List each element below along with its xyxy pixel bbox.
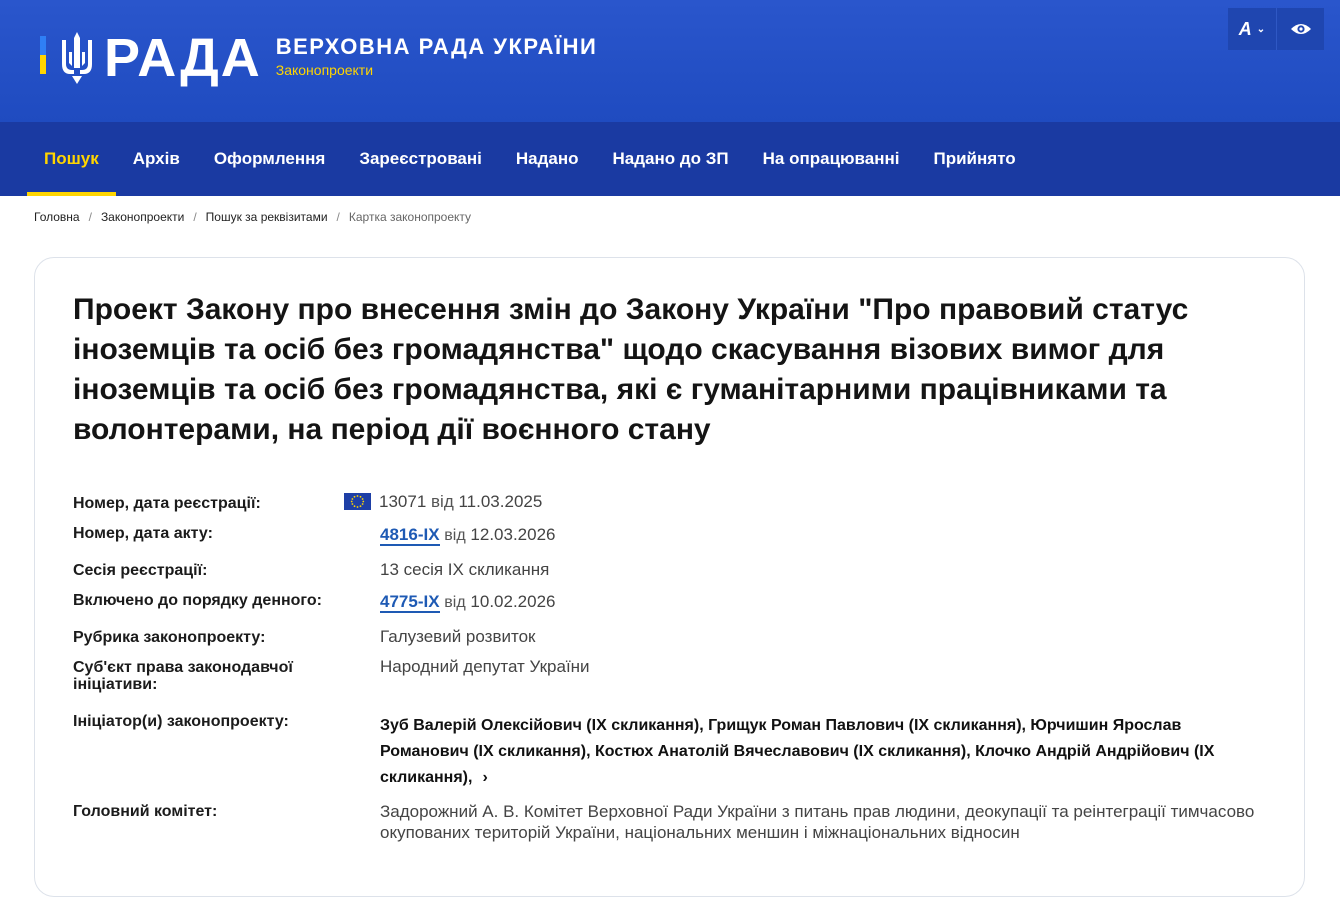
breadcrumb-search[interactable]: Пошук за реквізитами: [205, 210, 328, 224]
committee-value: Задорожний А. В. Комітет Верховної Ради України з питань прав людини, деокупації та реінтеграції тимчасово окупованих територій України, національних меншин і міжнаціональних відносин: [380, 802, 1255, 842]
expand-initiators-button[interactable]: ›: [482, 769, 488, 786]
nav-item-drafting[interactable]: Оформлення: [213, 149, 326, 168]
breadcrumb-home[interactable]: Головна: [34, 210, 80, 224]
field-subject: [73, 657, 1304, 711]
agenda-number-link[interactable]: 4775-IX: [380, 592, 440, 611]
field-act: [73, 525, 1304, 560]
nav-item-archive[interactable]: Архів: [132, 149, 180, 168]
nav-item-adopted[interactable]: Прийнято: [933, 149, 1016, 168]
field-label: Суб'єкт права законодавчої ініціативи:: [73, 659, 293, 693]
nav-item-registered[interactable]: Зареєстровані: [359, 149, 482, 168]
act-date: 12.03.2026: [470, 525, 556, 544]
field-rubric: [73, 627, 1304, 657]
nav-item-in-processing[interactable]: На опрацюванні: [762, 149, 900, 168]
field-value: [380, 711, 1304, 791]
field-committee: [73, 791, 1304, 851]
field-value: [344, 492, 1304, 525]
from-word: від: [444, 594, 466, 611]
breadcrumb-separator: /: [193, 210, 197, 224]
flag-icon: [40, 36, 46, 74]
bill-card: [34, 257, 1305, 897]
field-value: [380, 525, 1304, 560]
nav-item-search[interactable]: Пошук: [27, 122, 116, 196]
breadcrumb-current: Картка законопроекту: [348, 210, 472, 224]
main-nav: [0, 122, 1340, 196]
field-registration: [73, 492, 1304, 525]
from-word: від: [431, 492, 454, 511]
session-value: 13 сесія IX скликання: [380, 560, 550, 579]
logo-text: [276, 34, 598, 80]
chevron-down-icon: ⌄: [1256, 23, 1266, 35]
field-label: Номер, дата акту:: [73, 525, 213, 542]
nav-item-submitted-to-zp[interactable]: Надано до ЗП: [612, 149, 729, 168]
subject-value: Народний депутат України: [380, 657, 590, 676]
field-label: Головний комітет:: [73, 803, 218, 820]
breadcrumb-bills[interactable]: Законопроекти: [100, 210, 185, 224]
breadcrumb-separator: /: [336, 210, 340, 224]
field-label: Включено до порядку денного:: [73, 592, 322, 609]
initiators-text: Зуб Валерій Олексійович (IX скликання), Грищук Роман Павлович (IX скликання), Юрчишин Ярослав Романович (IX скликання), Костюх Анатолій Вячеславович (IX скликання), Клочко Андрій Андрійович (IX скликання),: [380, 717, 1215, 786]
field-session: [73, 560, 1304, 592]
breadcrumb-separator: /: [88, 210, 92, 224]
logo-word: РАДА: [104, 28, 262, 88]
font-size-label: A: [1238, 18, 1252, 39]
field-label: Номер, дата реєстрації:: [73, 495, 261, 512]
registration-number: 13071: [379, 492, 427, 511]
breadcrumb: [0, 196, 1340, 252]
registration-date: 11.03.2025: [458, 492, 543, 511]
site-subtitle: Законопроекти: [275, 62, 374, 78]
act-number-link[interactable]: 4816-IX: [380, 525, 440, 544]
site-title: ВЕРХОВНА РАДА УКРАЇНИ: [275, 34, 598, 59]
site-header: [0, 0, 1340, 122]
nav-item-submitted[interactable]: Надано: [515, 149, 579, 168]
field-label: Сесія реєстрації:: [73, 562, 208, 579]
field-label: Рубрика законопроекту:: [73, 629, 266, 646]
field-initiators: [73, 711, 1304, 791]
site-logo[interactable]: [40, 30, 597, 86]
field-label: Ініціатор(и) законопроекту:: [73, 713, 289, 730]
accessibility-button[interactable]: [1276, 8, 1324, 50]
eu-flag-icon: [344, 493, 371, 510]
header-tools: [1228, 8, 1324, 50]
field-agenda: [73, 592, 1304, 627]
eye-icon: [1290, 22, 1312, 36]
initiators-list: [380, 711, 1260, 791]
from-word: від: [444, 527, 466, 544]
field-value: [380, 592, 1304, 627]
agenda-date: 10.02.2026: [470, 592, 556, 611]
bill-title: Проект Закону про внесення змін до Закону України "Про правовий статус іноземців та осіб без громадянства" щодо скасування візових вимог для іноземців та осіб без громадянства, які є гуманітарними працівниками та волонтерами, на період дії воєнного стану: [73, 293, 1189, 446]
bill-info: [73, 492, 1304, 851]
font-size-button[interactable]: [1228, 8, 1276, 50]
trident-icon: [60, 30, 94, 86]
rubric-value: Галузевий розвиток: [380, 627, 536, 646]
